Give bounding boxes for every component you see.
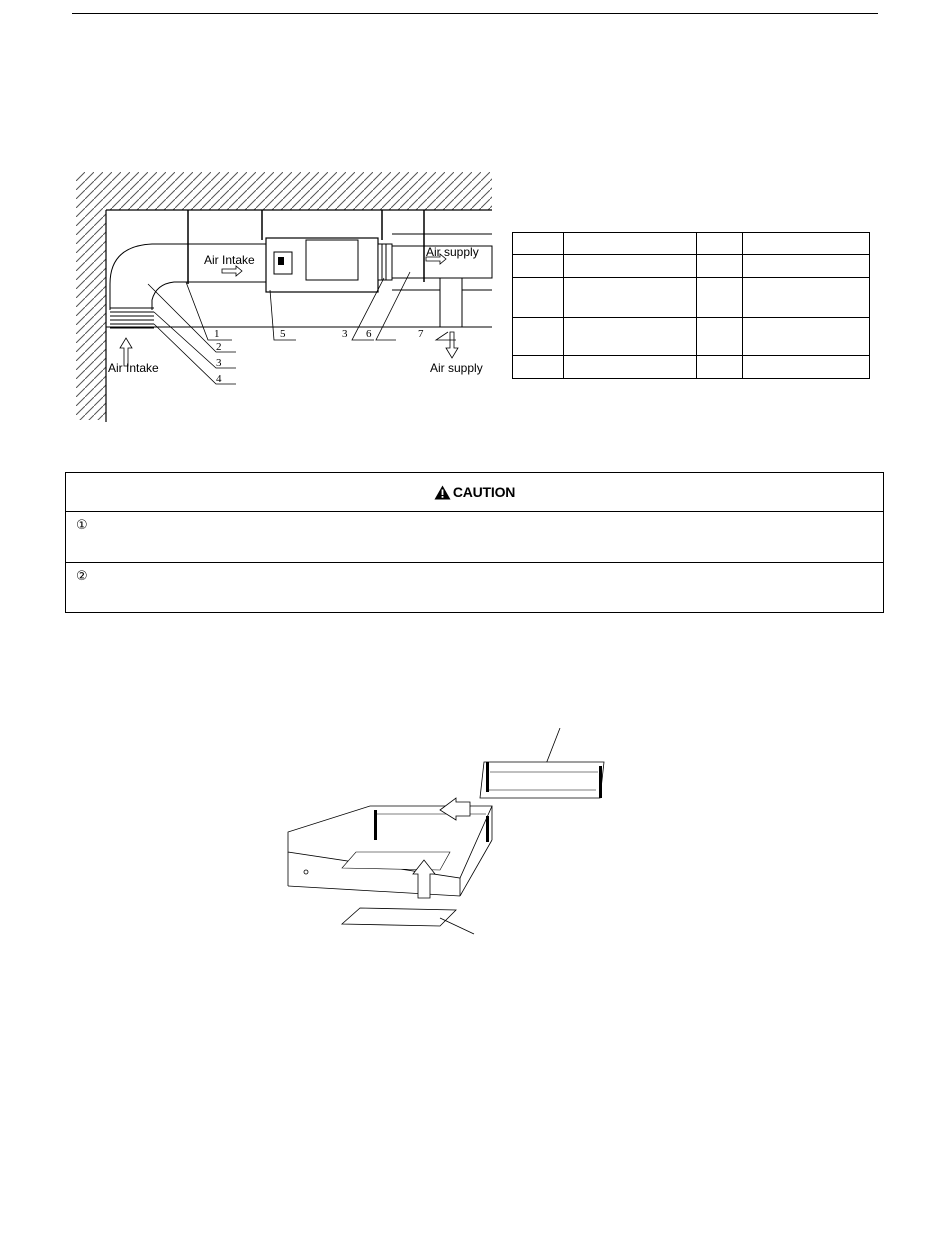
ceiling-hatch xyxy=(76,172,492,210)
bottom-panel xyxy=(342,908,456,926)
supply-collar xyxy=(378,244,392,280)
table-cell xyxy=(743,255,870,278)
wall-hatch xyxy=(76,210,106,420)
label-air-supply-bottom: Air supply xyxy=(430,361,483,375)
label-air-intake-bottom: Air Intake xyxy=(108,361,159,375)
table-cell xyxy=(564,255,697,278)
table-cell xyxy=(743,356,870,379)
callout-3b: 3 xyxy=(216,357,222,369)
supply-arrow-down xyxy=(446,332,458,358)
table-cell xyxy=(564,356,697,379)
table-cell xyxy=(743,318,870,356)
intake-grille xyxy=(110,308,154,328)
top-rule xyxy=(72,13,878,14)
table-cell xyxy=(513,255,564,278)
label-air-supply-top: Air supply xyxy=(426,245,479,259)
table-cell xyxy=(697,318,743,356)
callout-2: 2 xyxy=(216,341,222,353)
callout-5: 5 xyxy=(280,328,286,340)
table-cell xyxy=(743,233,870,255)
filter-element xyxy=(480,762,604,798)
intake-arrow-right xyxy=(222,266,242,276)
table-cell xyxy=(697,278,743,318)
callout-7: 7 xyxy=(418,328,424,340)
label-air-intake-top: Air Intake xyxy=(204,253,255,267)
callout-4: 4 xyxy=(216,373,222,385)
callout-3: 3 xyxy=(342,328,348,340)
filter-installation-diagram xyxy=(280,728,620,938)
caution-marker: ② xyxy=(76,569,88,584)
callout-6: 6 xyxy=(366,328,372,340)
caution-header xyxy=(66,473,883,512)
warning-triangle-icon xyxy=(434,485,451,500)
table-cell xyxy=(513,356,564,379)
table-cell xyxy=(743,278,870,318)
table-cell xyxy=(564,278,697,318)
table-cell xyxy=(564,318,697,356)
caution-marker: ① xyxy=(76,518,88,533)
caution-title: CAUTION xyxy=(452,484,516,500)
table-cell xyxy=(513,318,564,356)
parts-table xyxy=(512,232,870,379)
table-cell xyxy=(697,255,743,278)
unit-box xyxy=(288,806,492,896)
caution-item xyxy=(66,562,883,613)
callout-1: 1 xyxy=(214,328,220,340)
installation-diagram xyxy=(76,172,496,424)
caution-box xyxy=(65,472,884,613)
supply-down-duct xyxy=(440,278,462,327)
caution-item xyxy=(66,512,883,562)
table-cell xyxy=(564,233,697,255)
table-cell xyxy=(513,278,564,318)
table-cell xyxy=(697,356,743,379)
table-cell xyxy=(513,233,564,255)
table-cell xyxy=(697,233,743,255)
